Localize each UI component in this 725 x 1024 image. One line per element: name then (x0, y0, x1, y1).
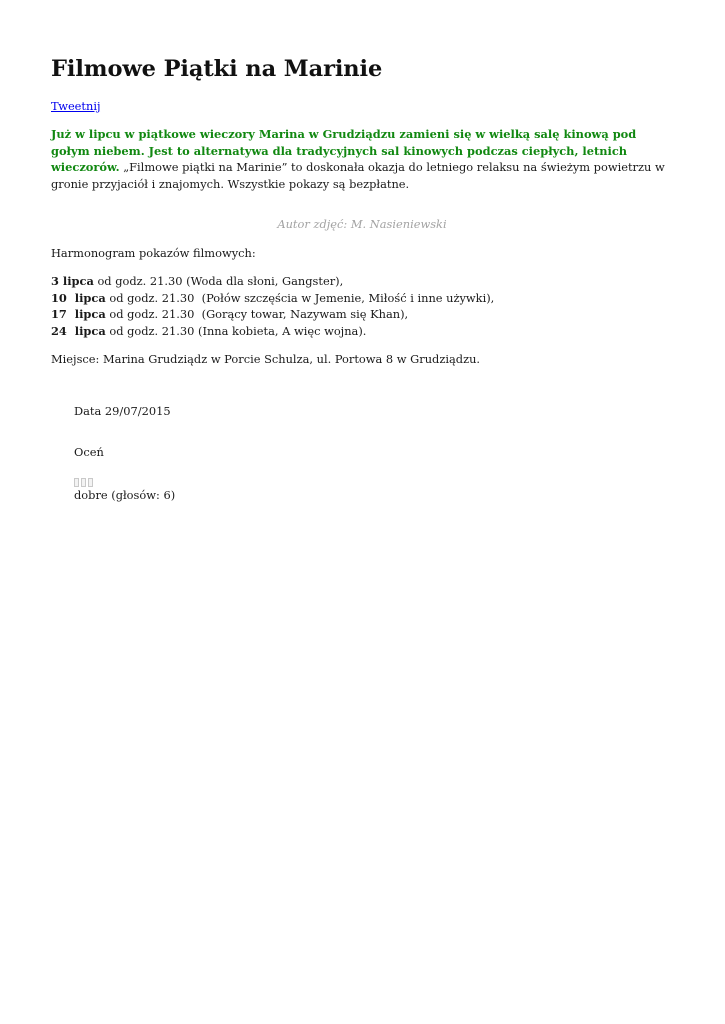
publish-date: Data 29/07/2015 (74, 404, 171, 418)
star-icon[interactable] (88, 478, 93, 487)
schedule-details: od godz. 21.30 (Woda dla słoni, Gangster), (93, 274, 344, 288)
schedule-item (51, 273, 494, 290)
schedule-date: 10 lipca (51, 290, 106, 305)
star-icon[interactable] (74, 478, 79, 487)
schedule-item (51, 290, 494, 307)
rating-result: dobre (głosów: 6) (74, 488, 176, 502)
lead-text: Już w lipcu w piątkowe wieczory Marina w Grudziądzu zamieni się w wielką salę kinową pod gołym niebem. Jest to alternatywa dla tradycyjnych sal kinowych podczas ciepłych, letnich wieczorów. (51, 127, 637, 174)
schedule-item (51, 323, 494, 340)
schedule-date: 24 lipca (51, 323, 106, 338)
page-title: Filmowe Piątki na Marinie (51, 56, 383, 82)
event-location: Miejsce: Marina Grudziądz w Porcie Schulza, ul. Portowa 8 w Grudziądzu. (51, 352, 481, 366)
schedule-date: 3 lipca (51, 274, 94, 288)
rating-stars[interactable] (74, 478, 93, 487)
star-icon[interactable] (81, 478, 86, 487)
article-intro (51, 126, 673, 192)
schedule-details: od godz. 21.30 (Gorący towar, Nazywam się Khan), (105, 307, 409, 321)
schedule-details: od godz. 21.30 (Inna kobieta, A więc wojna). (105, 323, 367, 338)
rate-label: Oceń (74, 445, 104, 459)
schedule-heading: Harmonogram pokazów filmowych: (51, 246, 256, 260)
tweet-link[interactable]: Tweetnij (51, 99, 101, 113)
intro-text: „Filmowe piątki na Marinie” to doskonała okazja do letniego relaksu na świeżym powietrzu w gronie przyjaciół i znajomych. Wszystkie pokazy są bezpłatne. (51, 160, 665, 191)
schedule-details: od godz. 21.30 (Połów szczęścia w Jemenie, Miłość i inne używki), (105, 290, 495, 305)
photo-caption: Autor zdjęć: M. Nasieniewski (277, 217, 447, 231)
schedule-item (51, 306, 494, 323)
schedule-date: 17 lipca (51, 307, 106, 321)
article (51, 54, 673, 366)
schedule-list (51, 273, 494, 339)
